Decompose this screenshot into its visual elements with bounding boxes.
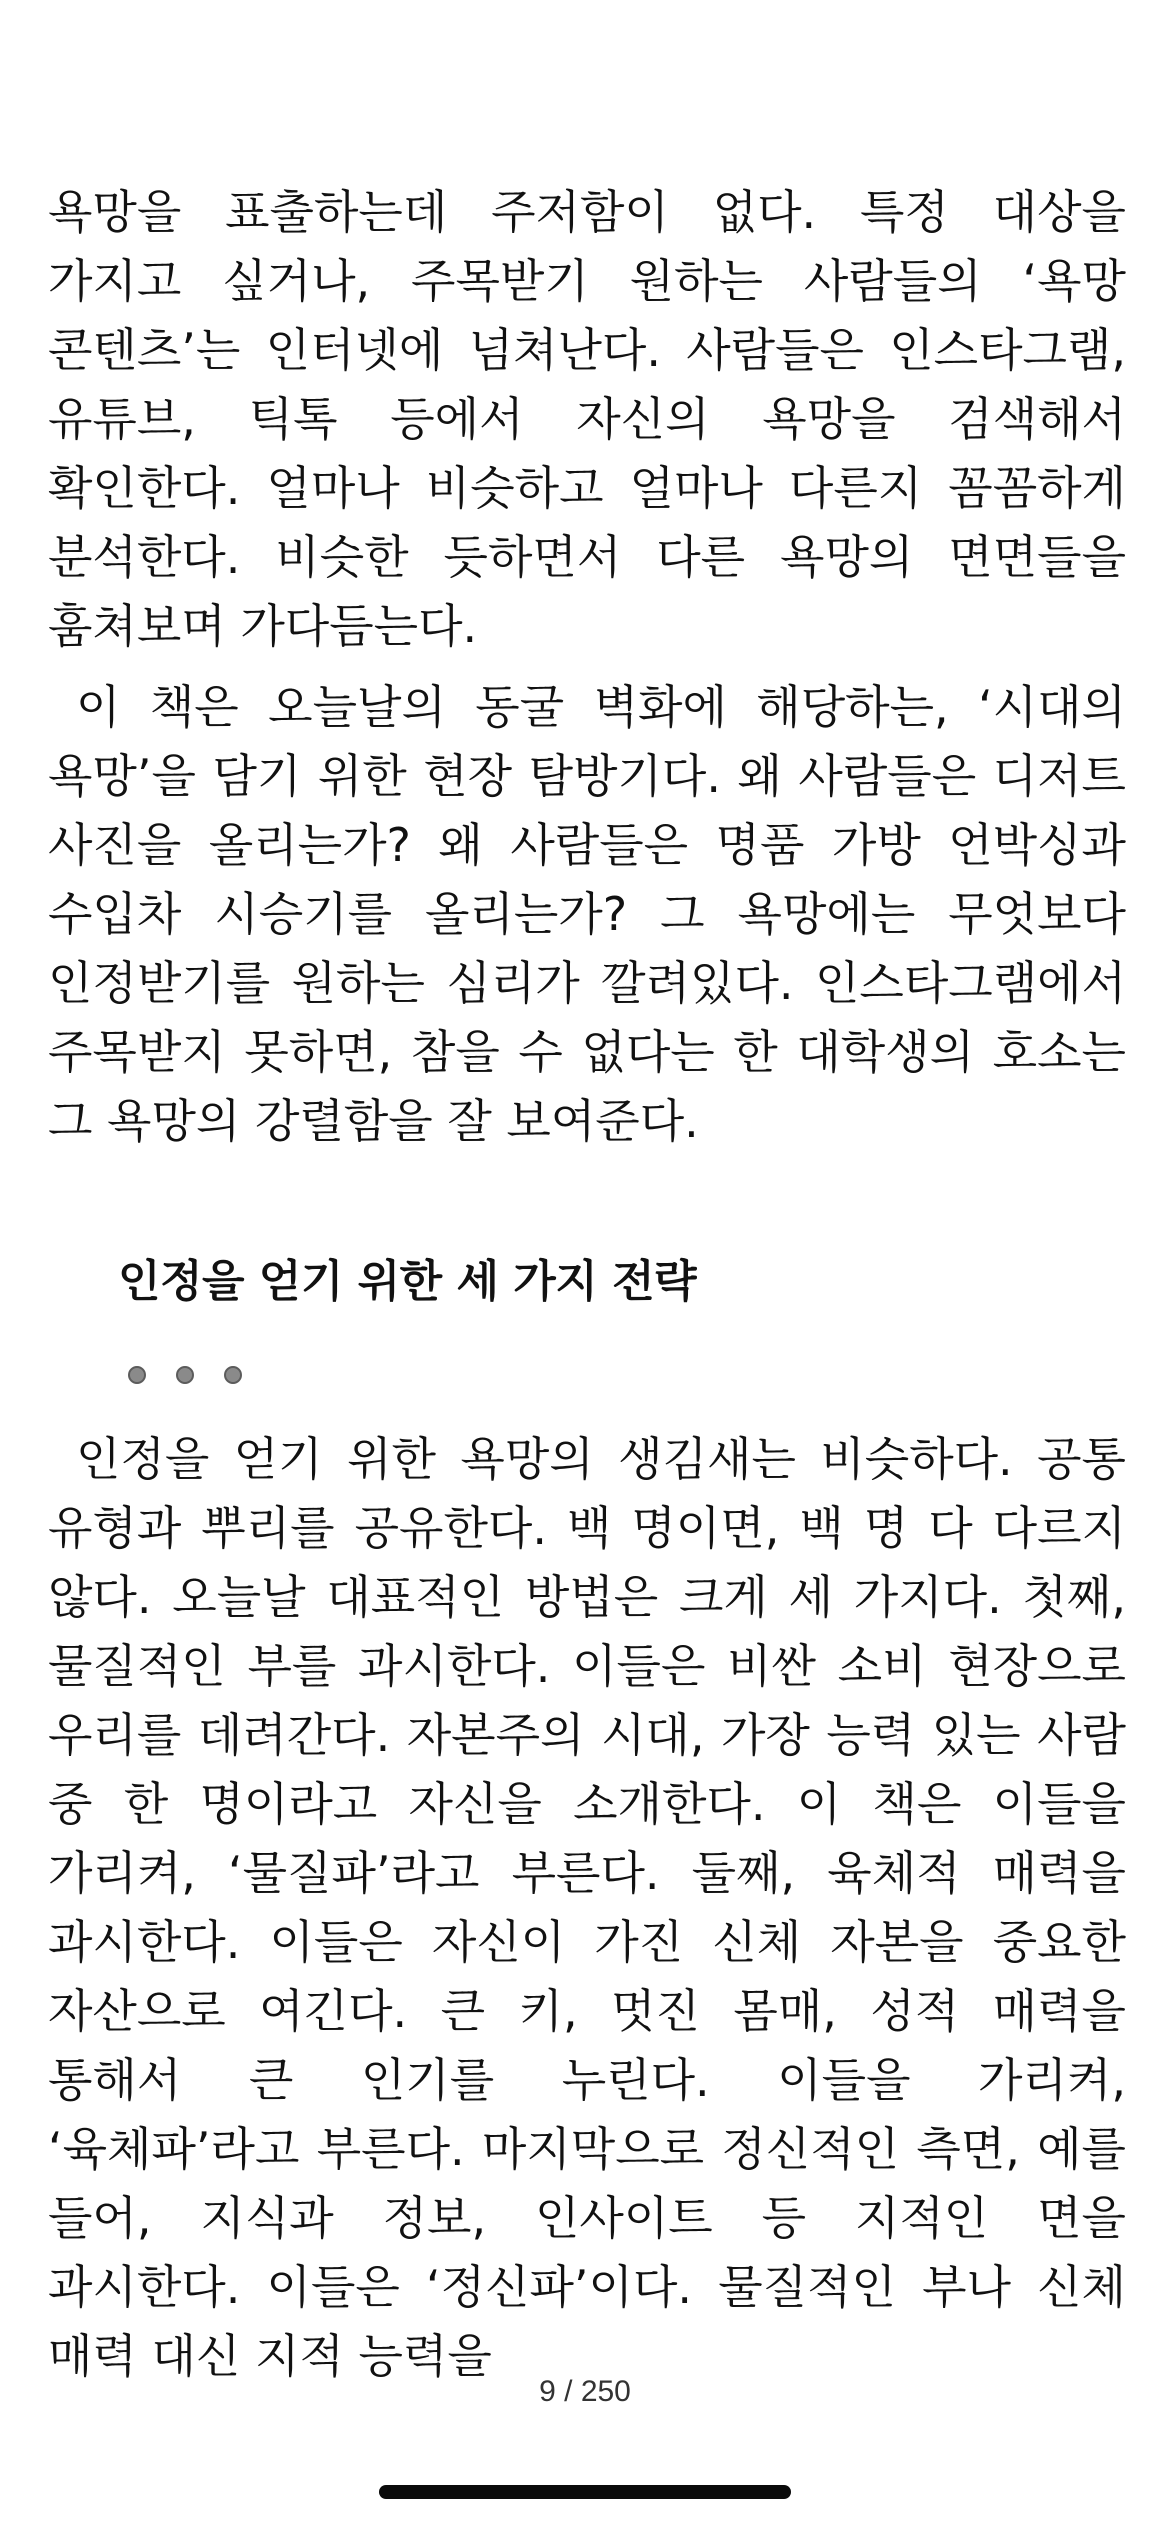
page-number-indicator: 9 / 250 [539, 2375, 631, 2408]
divider-dot [128, 1366, 146, 1384]
section-heading: 인정을 얻기 위한 세 가지 전략 [118, 1256, 697, 1307]
paragraph-book-purpose: 이 책은 오늘날의 동굴 벽화에 해당하는, ‘시대의 욕망’을 담기 위한 현장 탐방기다. 왜 사람들은 디저트 사진을 올리는가? 왜 사람들은 명품 가방 언박싱과 수입차 시승기를 올리는가? 그 욕망에는 무엇보다 인정받기를 원하는 심리가 깔려있다. 인스타그램에서 주목받지 못하면, 참을 수 없다는 한 대학생의 호소는 그 욕망의 강렬함을 잘 보여준다. [48, 680, 1126, 1148]
section-divider-dots [128, 1366, 242, 1384]
divider-dot [224, 1366, 242, 1384]
home-indicator-bar[interactable] [379, 2485, 791, 2499]
section-text-block [48, 1425, 1126, 2391]
divider-dot [176, 1366, 194, 1384]
paragraph-desire-content: 욕망을 표출하는데 주저함이 없다. 특정 대상을 가지고 싶거나, 주목받기 원하는 사람들의 ‘욕망 콘텐츠’는 인터넷에 넘쳐난다. 사람들은 인스타그램, 유튜브, 틱톡 등에서 자신의 욕망을 검색해서 확인한다. 얼마나 비슷하고 얼마나 다른지 꼼꼼하게 분석한다. 비슷한 듯하면서 다른 욕망의 면면들을 훔쳐보며 가다듬는다. [48, 185, 1126, 653]
paragraph-three-strategies: 인정을 얻기 위한 욕망의 생김새는 비슷하다. 공통 유형과 뿌리를 공유한다. 백 명이면, 백 명 다 다르지 않다. 오늘날 대표적인 방법은 크게 세 가지다. 첫째, 물질적인 부를 과시한다. 이들은 비싼 소비 현장으로 우리를 데려간다. 자본주의 시대, 가장 능력 있는 사람 중 한 명이라고 자신을 소개한다. 이 책은 이들을 가리켜, ‘물질파’라고 부른다. 둘째, 육체적 매력을 과시한다. 이들은 자신이 가진 신체 자본을 중요한 자산으로 여긴다. 큰 키, 멋진 몸매, 성적 매력을 통해서 큰 인기를 누린다. 이들을 가리켜, ‘육체파’라고 부른다. 마지막으로 정신적인 측면, 예를 들어, 지식과 정보, 인사이트 등 지적인 면을 과시한다. 이들은 ‘정신파’이다. 물질적인 부나 신체 매력 대신 지적 능력을 [48, 1432, 1126, 2383]
body-text-block [48, 178, 1126, 1156]
